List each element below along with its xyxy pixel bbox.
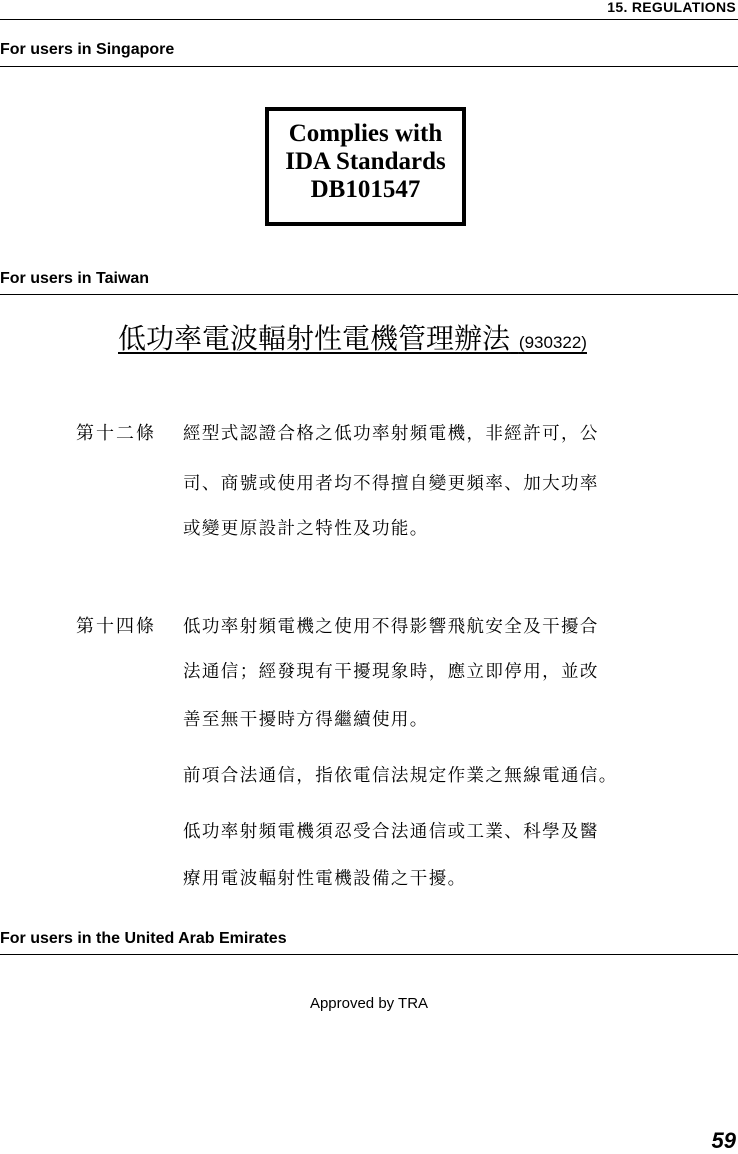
article-14-line: 前項合法通信，指依電信法規定作業之無線電通信。 [183,766,618,786]
article-14-line: 善至無干擾時方得繼續使用。 [183,710,429,730]
section-title-taiwan: For users in Taiwan [0,270,150,287]
regulation-title-text: 低功率電波輻射性電機管理辦法 [118,322,511,355]
article-12-label: 第十二條 [76,423,156,444]
article-14-line: 療用電波輻射性電機設備之干擾。 [183,869,467,889]
section-title-singapore: For users in Singapore [0,41,175,58]
section-rule-singapore [0,66,738,67]
article-12-line: 司、商號或使用者均不得擅自變更頻率、加大功率 [183,474,599,494]
header-rule [0,19,738,20]
regulation-code: (930322) [518,333,587,352]
article-14-line: 低功率射頻電機須忍受合法通信或工業、科學及醫 [183,822,599,842]
page-number: 59 [711,1128,736,1153]
section-title-uae: For users in the United Arab Emirates [0,930,287,947]
section-rule-taiwan [0,294,738,295]
tra-approval-text: Approved by TRA [309,995,429,1012]
article-14-line: 低功率射頻電機之使用不得影響飛航安全及干擾合 [183,617,599,637]
ida-compliance-badge [265,107,466,226]
article-14-line: 法通信；經發現有干擾現象時，應立即停用，並改 [183,662,599,682]
badge-line: Complies with [288,120,443,147]
article-14-label: 第十四條 [76,616,156,637]
section-rule-uae [0,954,738,955]
regulation-title [118,317,587,357]
badge-line: IDA Standards [285,148,446,175]
article-12-line: 經型式認證合格之低功率射頻電機，非經許可，公 [183,424,599,444]
running-header: 15. REGULATIONS [607,0,736,15]
article-12-line: 或變更原設計之特性及功能。 [183,519,429,539]
badge-line: DB101547 [310,176,421,203]
